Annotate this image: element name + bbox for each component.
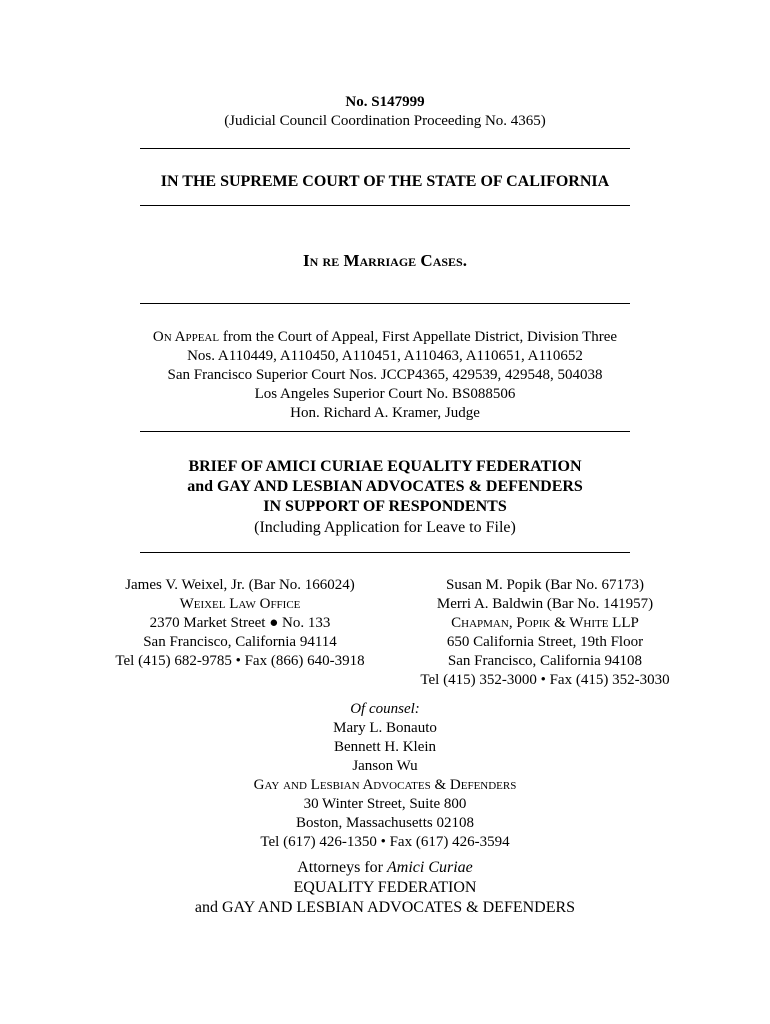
counsel-left-firm: Weixel Law Office xyxy=(179,596,301,612)
case-title: In re Marriage Cases. xyxy=(303,251,467,270)
counsel-right-firm: Chapman, Popik & White LLP xyxy=(451,615,639,631)
attorneys-for-prefix: Attorneys for xyxy=(297,859,383,876)
counsel-right-name-1: Susan M. Popik (Bar No. 67173) xyxy=(446,577,644,593)
attorneys-for-line-3: and GAY AND LESBIAN ADVOCATES & DEFENDERS xyxy=(194,899,576,916)
appeal-block xyxy=(0,328,770,423)
counsel-right xyxy=(400,576,690,690)
brief-subtitle: (Including Application for Leave to File) xyxy=(254,519,516,536)
brief-title-line-1: BRIEF OF AMICI CURIAE EQUALITY FEDERATION xyxy=(188,458,582,475)
attorneys-for-line-2: EQUALITY FEDERATION xyxy=(293,879,477,896)
of-counsel-phone: Tel (617) 426-1350 • Fax (617) 426-3594 xyxy=(260,834,510,850)
attorneys-for-block xyxy=(0,858,770,918)
of-counsel-name-3: Janson Wu xyxy=(352,758,418,774)
of-counsel-street: 30 Winter Street, Suite 800 xyxy=(303,796,467,812)
counsel-right-city: San Francisco, California 94108 xyxy=(447,653,643,669)
counsel-left-phone: Tel (415) 682-9785 • Fax (866) 640-3918 xyxy=(115,653,365,669)
counsel-right-phone: Tel (415) 352-3000 • Fax (415) 352-3030 xyxy=(420,672,670,688)
divider xyxy=(140,552,630,553)
of-counsel-city: Boston, Massachusetts 02108 xyxy=(296,815,474,831)
appeal-line-5: Hon. Richard A. Kramer, Judge xyxy=(290,405,480,421)
appeal-line-4: Los Angeles Superior Court No. BS088506 xyxy=(254,386,516,402)
court-name: IN THE SUPREME COURT OF THE STATE OF CALIFORNIA xyxy=(160,173,610,190)
divider xyxy=(140,205,630,206)
divider xyxy=(140,148,630,149)
of-counsel-firm: Gay and Lesbian Advocates & Defenders xyxy=(253,777,517,793)
appeal-line-1 xyxy=(0,328,770,347)
counsel-right-name-2: Merri A. Baldwin (Bar No. 141957) xyxy=(436,596,654,612)
counsel-right-street: 650 California Street, 19th Floor xyxy=(446,634,644,650)
appeal-line-3: San Francisco Superior Court Nos. JCCP4365, 429539, 429548, 504038 xyxy=(167,367,603,383)
brief-title-line-2: and GAY AND LESBIAN ADVOCATES & DEFENDERS xyxy=(187,478,583,495)
attorneys-for-line-1 xyxy=(0,858,770,878)
counsel-left-street: 2370 Market Street ● No. 133 xyxy=(149,615,331,631)
appeal-line-2: Nos. A110449, A110450, A110451, A110463, A110651, A110652 xyxy=(187,348,583,364)
brief-title-line-3: IN SUPPORT OF RESPONDENTS xyxy=(263,498,507,515)
counsel-left-name: James V. Weixel, Jr. (Bar No. 166024) xyxy=(125,577,355,593)
divider xyxy=(140,303,630,304)
of-counsel-name-1: Mary L. Bonauto xyxy=(333,720,437,736)
divider xyxy=(140,431,630,432)
of-counsel-name-2: Bennett H. Klein xyxy=(333,739,437,755)
appeal-lead: On Appeal xyxy=(152,329,220,345)
brief-title xyxy=(0,457,770,517)
of-counsel-label: Of counsel: xyxy=(350,701,420,717)
docket-number: No. S147999 xyxy=(345,94,425,110)
counsel-left-city: San Francisco, California 94114 xyxy=(143,634,337,650)
attorneys-for-role: Amici Curiae xyxy=(387,859,473,876)
coordination-proceeding: (Judicial Council Coordination Proceeding No. 4365) xyxy=(224,113,546,129)
of-counsel-block xyxy=(0,700,770,852)
appeal-text: from the Court of Appeal, First Appellate District, Division Three xyxy=(222,329,618,345)
counsel-left xyxy=(95,576,385,671)
